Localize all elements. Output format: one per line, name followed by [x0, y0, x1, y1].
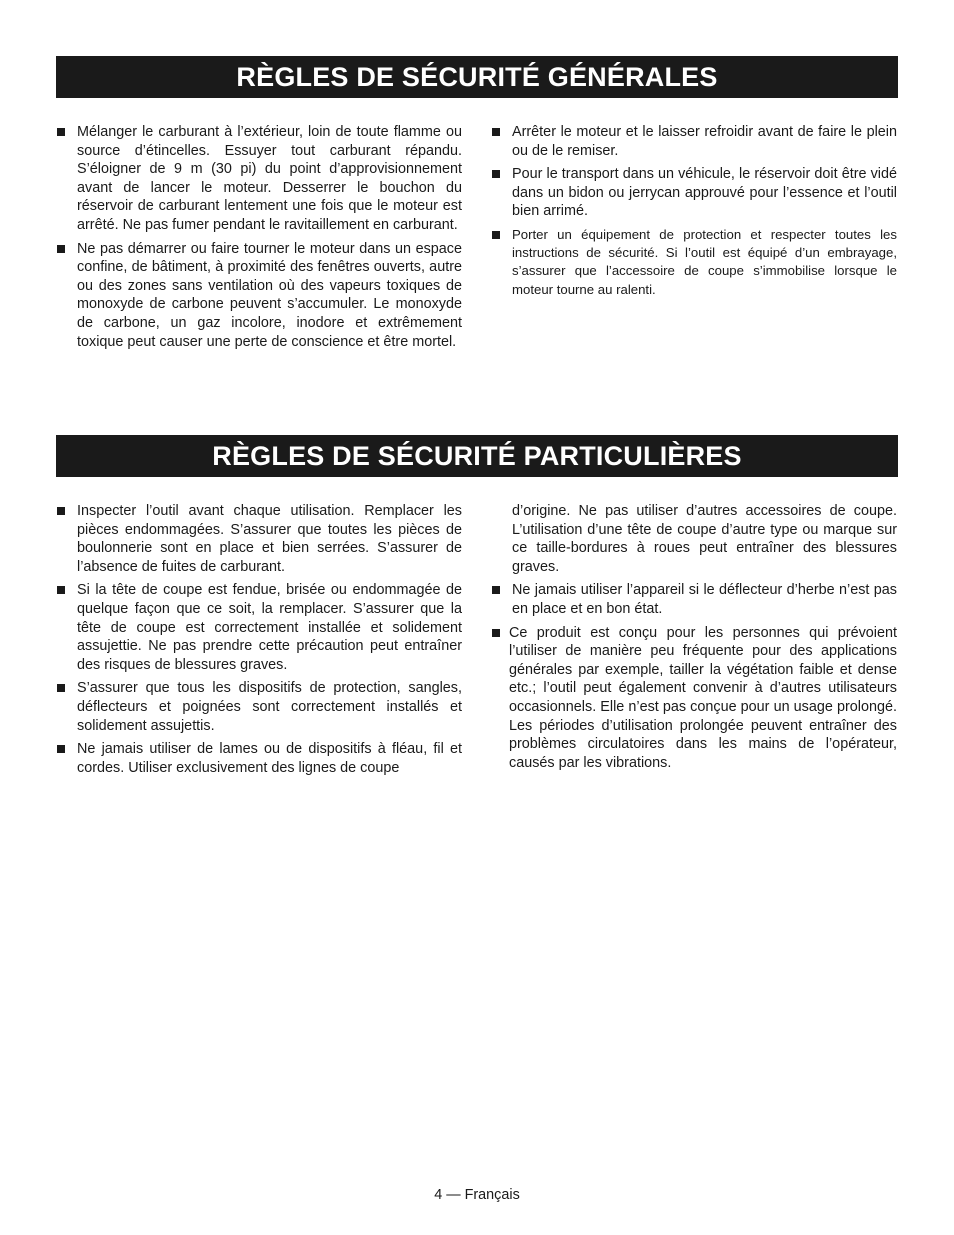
square-bullet-icon [57, 128, 65, 136]
list-item [491, 624, 897, 773]
square-bullet-icon [492, 629, 500, 637]
square-bullet-icon [57, 586, 65, 594]
list-item-text: Ne jamais utiliser l’appareil si le déflecteur d’herbe n’est pas en place et en bon état. [512, 582, 897, 617]
list-item [491, 581, 897, 618]
special-rules-right-column [491, 502, 897, 777]
list-item-text: Ce produit est conçu pour les personnes qui prévoient l’utiliser de manière peu fréquente pour des applications générales par exemple, tailler la végétation faible et dense etc.; l’outil peut également convenir à d’autres utilisateurs occasionnels. Elle n’est pas conçue pour un usage prolongé. Les périodes d’utilisation prolongée peuvent entraîner des problèmes circulatoires dans les mains de l’opérateur, causés par les vibrations. [509, 624, 897, 771]
square-bullet-icon [57, 745, 65, 753]
list-item-text: d’origine. Ne pas utiliser d’autres accessoires de coupe. L’utilisation d’une tête de coupe d’autre type ou marque sur ce taille-bordures à roues peut entraîner des blessures graves. [512, 503, 897, 575]
list-item-text: Si la tête de coupe est fendue, brisée ou endommagée de quelque façon que ce soit, la remplacer. S’assurer que la tête de coupe est correctement installée et solidement assujettie. Ne pas prendre cette précaution peut entraîner des risques de blessures graves. [77, 582, 462, 673]
special-rules-left-column [56, 502, 462, 782]
page-footer: 4 — Français [434, 1187, 520, 1203]
list-item [56, 740, 462, 777]
list-item [56, 581, 462, 674]
square-bullet-icon [57, 507, 65, 515]
square-bullet-icon [492, 128, 500, 136]
list-item [491, 226, 897, 299]
list-item-text: Pour le transport dans un véhicule, le réservoir doit être vidé dans un bidon ou jerrycan approuvé pour l’essence et l’outil bien arrimé. [512, 166, 897, 220]
special-safety-rules-heading: RÈGLES DE SÉCURITÉ PARTICULIÈRES [56, 435, 898, 477]
list-item-text: Inspecter l’outil avant chaque utilisation. Remplacer les pièces endommagées. S’assurer que toutes les pièces de boulonnerie sont en place et bien serrées. S’assurer de l’absence de fuites de carburant. [77, 503, 462, 575]
list-item [56, 679, 462, 735]
list-item [56, 123, 462, 235]
square-bullet-icon [492, 170, 500, 178]
square-bullet-icon [492, 231, 500, 239]
list-item [56, 502, 462, 576]
general-safety-rules-heading: RÈGLES DE SÉCURITÉ GÉNÉRALES [56, 56, 898, 98]
general-rules-left-column [56, 123, 462, 356]
list-item-text: Ne pas démarrer ou faire tourner le moteur dans un espace confine, de bâtiment, à proximité des fenêtres ouverts, autre ou des zones sans ventilation où des vapeurs toxiques de monoxyde de carbone peuvent s’accumuler. Le monoxyde de carbone, un gaz incolore, inodore et extrêmement toxique peut causer une perte de conscience et être mortel. [77, 240, 462, 350]
square-bullet-icon [492, 586, 500, 594]
list-item-text: Porter un équipement de protection et respecter toutes les instructions de sécurité. Si l’outil est équipé d’un embrayage, s’assurer que l’accessoire de coupe s’immobilise lorsque le moteur tourne au ralenti. [512, 226, 897, 297]
square-bullet-icon [57, 684, 65, 692]
list-item-text: S’assurer que tous les dispositifs de protection, sangles, déflecteurs et poignées sont correctement installés et solidement assujettis. [77, 680, 462, 734]
list-item [56, 240, 462, 352]
general-rules-right-column [491, 123, 897, 304]
list-item [491, 165, 897, 221]
list-item-text: Arrêter le moteur et le laisser refroidir avant de faire le plein ou de le remiser. [512, 124, 897, 159]
square-bullet-icon [57, 245, 65, 253]
list-item [491, 123, 897, 160]
list-item-text: Mélanger le carburant à l’extérieur, loin de toute flamme ou source d’étincelles. Essuyer tout carburant répandu. S’éloigner de 9 m (30 pi) du point d’approvisionnement avant de lancer le moteur. Desserrer le bouchon du réservoir de carburant lentement une fois que le moteur est arrêté. Ne pas fumer pendant le ravitaillement en carburant. [77, 124, 462, 233]
list-item-text: Ne jamais utiliser de lames ou de dispositifs à fléau, fil et cordes. Utiliser exclusivement des lignes de coupe [77, 741, 462, 776]
list-item-continuation [491, 502, 897, 576]
